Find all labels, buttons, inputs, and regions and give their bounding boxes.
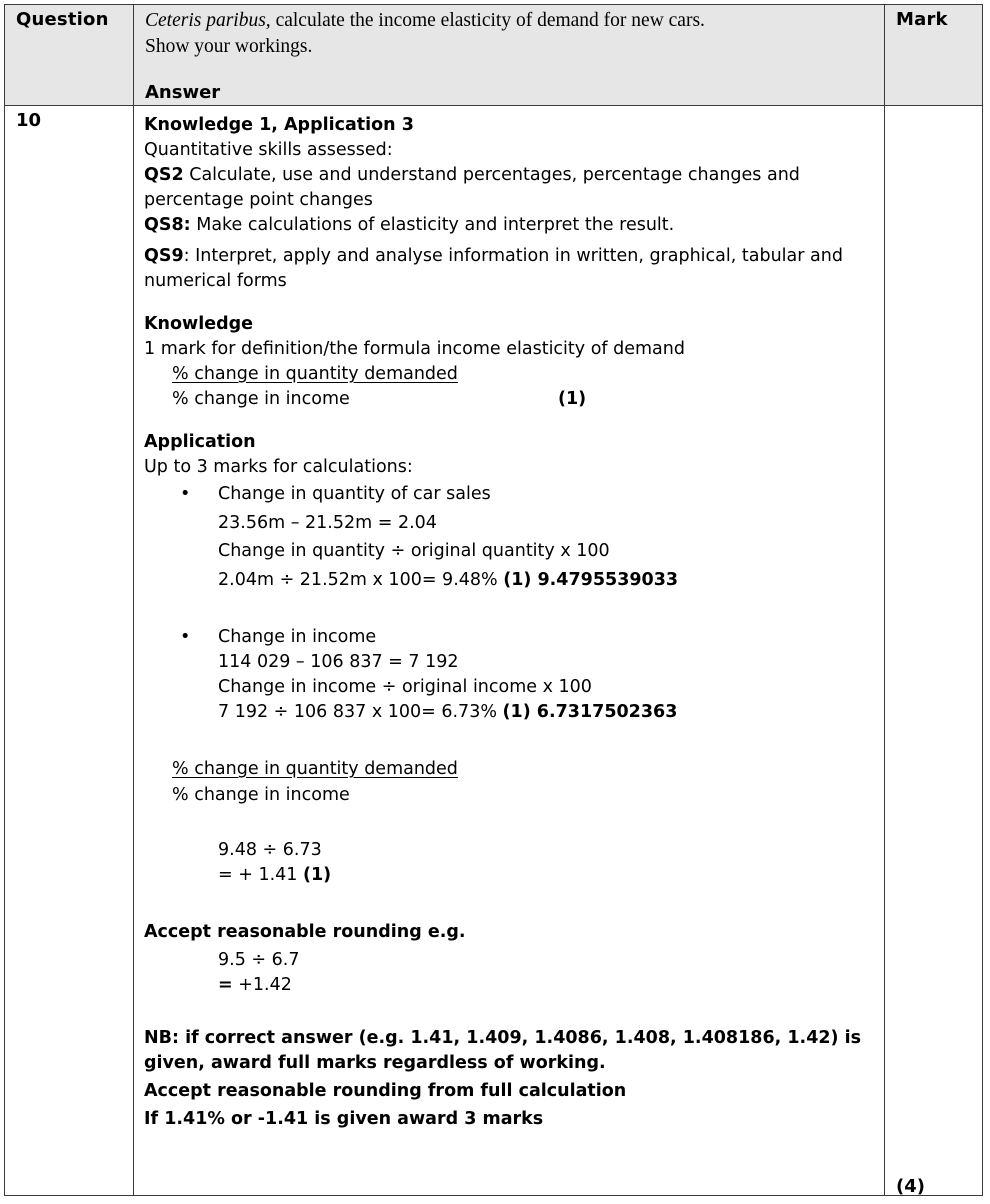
answer-content: [134, 106, 884, 1132]
application-heading: Application: [144, 432, 256, 452]
bullet-quantity: • Change in quantity of car sales 23.56m – 21.52m = 2.04 Change in quantity ÷ original quantity x 100 2.04m ÷ 21.52m x 100= 9.48% (1) 9.4795539033: [144, 480, 874, 594]
mark-label: Mark: [896, 9, 948, 30]
knowledge-formula-denominator: % change in income (1): [172, 389, 587, 409]
note-full-marks: NB: if correct answer (e.g. 1.41, 1.409, 1.4086, 1.408, 1.408186, 1.42) is given, award full marks regardless of working.: [144, 1028, 862, 1073]
answer-row: [5, 106, 983, 1196]
question-label: Question: [16, 9, 109, 30]
mark-cell: [885, 106, 983, 1196]
question-number: 10: [16, 110, 42, 131]
note-three-marks: If 1.41% or -1.41 is given award 3 marks: [144, 1109, 544, 1129]
mark-total: (4): [896, 1176, 925, 1197]
mark-header-cell: [885, 5, 983, 106]
bullet-income: • Change in income 114 029 – 106 837 = 7 192 Change in income ÷ original income x 100 7 192 ÷ 106 837 x 100= 6.73% (1) 6.7317502363: [144, 625, 874, 725]
question-number-cell: [5, 106, 134, 1196]
question-header-cell: [5, 5, 134, 106]
knowledge-heading: Knowledge: [144, 314, 253, 334]
question-text-cell: [134, 5, 885, 106]
bullet-icon: •: [180, 484, 191, 504]
rounding-heading: Accept reasonable rounding e.g.: [144, 922, 466, 942]
knowledge-mark: (1): [558, 389, 587, 409]
skill-qs2: QS2 Calculate, use and understand percentages, percentage changes and percentage point changes: [144, 165, 800, 210]
header-row: [5, 5, 983, 106]
question-text-line2: Show your workings.: [145, 36, 313, 57]
skills-intro: Quantitative skills assessed:: [144, 140, 393, 160]
bullet-icon: •: [180, 627, 191, 647]
application-formula-denominator: % change in income: [172, 785, 350, 805]
skill-qs8: QS8: Make calculations of elasticity and interpret the result.: [144, 215, 675, 235]
rounding-line1: 9.5 ÷ 6.7: [218, 950, 300, 970]
application-intro: Up to 3 marks for calculations:: [144, 457, 413, 477]
application-formula-numerator: % change in quantity demanded: [172, 759, 458, 779]
calc-line1: 9.48 ÷ 6.73: [218, 840, 322, 860]
skill-qs9: QS9: Interpret, apply and analyse information in written, graphical, tabular and numerical forms: [144, 246, 843, 291]
calc-line2: = + 1.41 (1): [218, 865, 332, 885]
answer-label: Answer: [145, 82, 221, 103]
mark-scheme-table: [4, 4, 983, 1196]
marks-breakdown-title: Knowledge 1, Application 3: [144, 115, 414, 135]
question-text: [134, 5, 884, 60]
answer-cell: [134, 106, 885, 1196]
knowledge-text: 1 mark for definition/the formula income elasticity of demand: [144, 339, 685, 359]
note-rounding: Accept reasonable rounding from full calculation: [144, 1081, 627, 1101]
knowledge-formula-numerator: % change in quantity demanded: [172, 364, 458, 384]
rounding-line2: = +1.42: [218, 975, 292, 995]
question-text-italic: Ceteris paribus,: [145, 10, 271, 31]
question-text-rest: calculate the income elasticity of demand for new cars.: [270, 10, 705, 31]
